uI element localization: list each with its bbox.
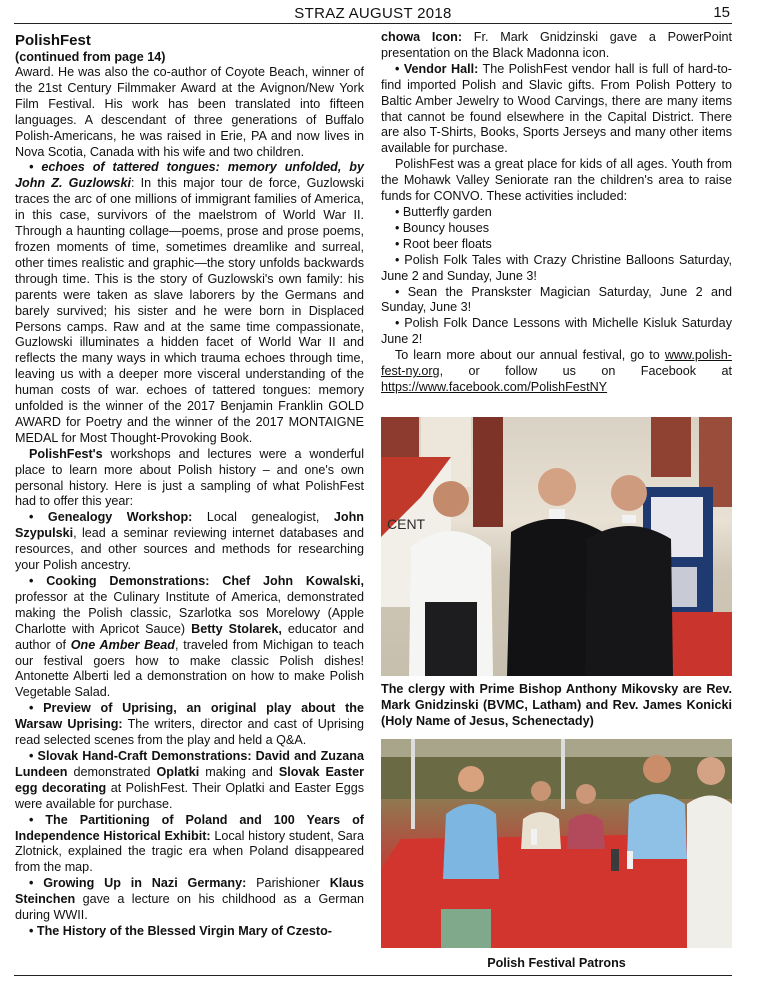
list-item: • Polish Folk Tales with Crazy Christine Balloons Saturday, June 2 and Sunday, June 3! xyxy=(381,252,732,283)
paragraph: • The Partitioning of Poland and 100 Years of Independence Historical Exhibit: Local history student, Sara Zlotnick, explained the tragic era when Poland disappeared from the map. xyxy=(15,812,364,875)
paragraph: • Growing Up in Nazi Germany: Parishioner Klaus Steinchen gave a lecture on his childhood as a German during WWII. xyxy=(15,876,364,923)
paragraph: • The History of the Blessed Virgin Mary of Czesto- xyxy=(29,923,332,938)
paragraph: • Preview of Uprising, an original play about the Warsaw Uprising: The writers, director and cast of Uprising read selected scenes from the play and held a Q&A. xyxy=(15,701,364,748)
paragraph: Award. He was also the co-author of Coyote Beach, winner of the 21st Century Filmmaker Award at the Avignon/New York Film Festival. His work has been translated into fifteen languages. A descendant of three generations of Buffalo Polish-Americans, he was raised in Erie, PA and now lives in Nova Scotia, Canada with his wife and two children. xyxy=(15,65,364,159)
paragraph: • Vendor Hall: The PolishFest vendor hall is full of hard-to-find imported Polish and Slavic gifts. From Polish Pottery to Baltic Amber Jewelry to Wood Carvings, there are many items that cannot be found elsewhere in the Capital District. There are also T-Shirts, Books, Sports Jerseys and many other items available for purchase. xyxy=(381,61,732,156)
paragraph: • Slovak Hand-Craft Demonstrations: David and Zuzana Lundeen demonstrated Oplatki making and Slovak Easter egg decorating at PolishFest. Their Oplatki and Easter Eggs were available for purchase. xyxy=(15,748,364,811)
paragraph: To learn more about our annual festival, go to www.polish-fest-ny.org, or follow us on Facebook at https://www.facebook.com/PolishFestNY xyxy=(381,348,732,394)
list-item: • Root beer floats xyxy=(395,236,492,251)
left-column xyxy=(15,32,364,940)
patrons-photo-caption: Polish Festival Patrons xyxy=(487,956,626,970)
list-item: • Sean the Pranskster Magician Saturday, June 2 and Sunday, June 3! xyxy=(381,284,732,315)
newsletter-title: STRAZ AUGUST 2018 xyxy=(294,5,452,22)
page-number: 15 xyxy=(713,4,730,21)
patrons-photo xyxy=(381,739,732,948)
paragraph: PolishFest was a great place for kids of all ages. Youth from the Mohawk Valley Seniorate ran the children's area to raise funds for CONVO. These activities included: xyxy=(381,157,732,204)
paragraph: chowa Icon: Fr. Mark Gnidzinski gave a PowerPoint presentation on the Black Madonna icon. xyxy=(381,30,732,60)
paragraph: PolishFest's workshops and lectures were a wonderful place to learn more about Polish history – and one's own personal history. Here is just a sampling of what PolishFest had to offer this year: xyxy=(15,446,364,509)
banner-text: CENT xyxy=(387,516,426,532)
list-item: • Bouncy houses xyxy=(395,220,490,235)
paragraph: • Genealogy Workshop: Local genealogist, John Szypulski, lead a seminar reviewing internet databases and resources, and other sources and methods for researching your Polish ancestry. xyxy=(15,510,364,573)
paragraph: • Cooking Demonstrations: Chef John Kowalski, professor at the Culinary Institute of America, demonstrated making the Polish classic, Szarlotka sos Morelowy (Apple Charlotte with Apricot Sauce) Betty Stolarek, educator and author of One Amber Bead, traveled from Michigan to teach our festival goers how to make classic Polish dishes! Antonette Alberti led a demonstration on how to make Polish Vegetable Salad. xyxy=(15,574,365,700)
article-title: PolishFest xyxy=(15,32,91,49)
clergy-photo-caption: The clergy with Prime Bishop Anthony Mikovsky are Rev. Mark Gnidzinski (BVMC, Latham) and Rev. James Konicki (Holy Name of Jesus, Schenectady) xyxy=(381,682,732,728)
website-link[interactable]: www.polish-fest-ny.org xyxy=(381,348,732,379)
patrons-photo-art xyxy=(381,739,732,948)
list-item: • Butterfly garden xyxy=(395,204,492,219)
right-column xyxy=(381,30,732,396)
list-item: • Polish Folk Dance Lessons with Michelle Kisluk Saturday June 2! xyxy=(381,316,732,347)
clergy-photo-art xyxy=(381,417,732,676)
facebook-link[interactable]: https://www.facebook.com/PolishFestNY xyxy=(381,379,608,394)
footer-rule xyxy=(14,975,732,976)
paragraph: • echoes of tattered tongues: memory unfolded, by John Z. Guzlowski: In this major tour de force, Guzlowski traces the arc of one millions of immigrant families of America, in this case, survivors of the maelstrom of World War II. Through a haunting collage—poems, prose and prose poems, frozen moments of time, sometimes dreamlike and surreal, other times realistic and graphic—the story unfolds backwards through time. This is the story of Guzlowski's own family: his parents were taken as slave laborers by the Germans and barely survived; his sister and he were born in Displaced Persons camps. Raw and at the same time compassionate, Guzlowski illuminates a hidden facet of World War II and reflects the many ways in which trauma echoes through time, leaving us with a deeper more visceral understanding of the human costs of war. echoes of tattered tongues: memory unfolded is the winner of the 2017 Benjamin Franklin GOLD AWARD for Poetry and the winner of the 2017 MONTAIGNE MEDAL for Most Thought-Provoking Book. xyxy=(15,160,364,445)
clergy-photo xyxy=(381,417,732,676)
page-header xyxy=(14,4,732,24)
continued-note: (continued from page 14) xyxy=(15,50,166,64)
